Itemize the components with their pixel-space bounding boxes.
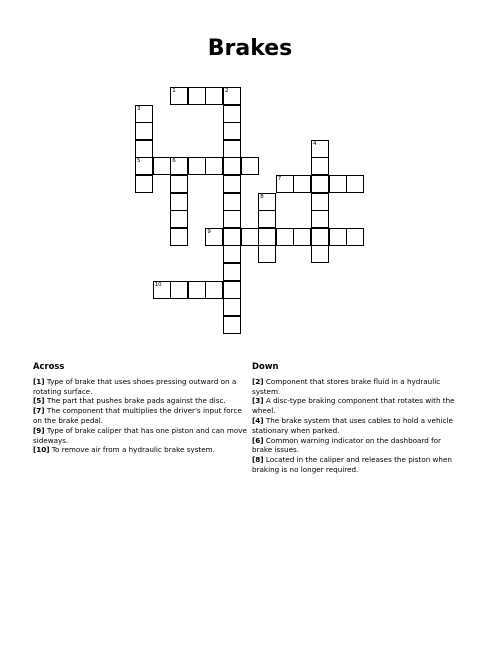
down-clue [252, 455, 457, 475]
across-clue [33, 377, 248, 397]
grid-cell[interactable] [170, 87, 188, 105]
grid-cell[interactable] [205, 87, 223, 105]
across-clue [33, 406, 248, 426]
grid-cell[interactable] [170, 193, 188, 211]
across-clue-text: The part that pushes brake pads against the disc. [44, 396, 226, 406]
grid-cell[interactable] [311, 175, 329, 193]
down-clue-number: [8] [252, 455, 264, 465]
grid-cell[interactable] [258, 210, 276, 228]
grid-cell[interactable] [223, 140, 241, 158]
across-clue [33, 396, 248, 406]
down-clues [252, 362, 457, 475]
grid-cell[interactable] [241, 157, 259, 175]
grid-cell[interactable] [188, 281, 206, 299]
across-clue-text: Type of brake that uses shoes pressing outward on a rotating surface. [33, 376, 237, 396]
grid-cell[interactable] [223, 281, 241, 299]
cell-number: 8 [260, 193, 264, 200]
grid-cell[interactable] [223, 175, 241, 193]
across-clue-text: The component that multiplies the driver's input force on the brake pedal. [33, 406, 242, 425]
across-clue-number: [7] [33, 406, 45, 416]
down-clue [252, 396, 457, 416]
grid-cell[interactable] [223, 245, 241, 263]
grid-cell[interactable] [170, 210, 188, 228]
grid-cell[interactable] [170, 228, 188, 246]
grid-cell[interactable] [135, 157, 153, 175]
cell-number: 7 [277, 176, 282, 182]
grid-cell[interactable] [153, 157, 171, 175]
grid-cell[interactable] [223, 298, 241, 316]
grid-cell[interactable] [258, 228, 276, 246]
across-clue-number: [10] [33, 445, 50, 455]
grid-cell[interactable] [329, 175, 347, 193]
grid-cell[interactable] [205, 281, 223, 299]
across-clue-number: [5] [33, 396, 45, 406]
down-list [252, 377, 457, 475]
grid-cell[interactable] [276, 228, 294, 246]
down-clue [252, 377, 457, 397]
across-clue [33, 426, 248, 446]
grid-cell[interactable] [311, 228, 329, 246]
grid-cell[interactable] [223, 157, 241, 175]
grid-cell[interactable] [258, 193, 276, 211]
grid-cell[interactable] [223, 263, 241, 281]
cell-number: 4 [313, 140, 317, 147]
grid-cell[interactable] [311, 157, 329, 175]
grid-cell[interactable] [170, 175, 188, 193]
puzzle-title: Brakes [207, 36, 293, 61]
across-clue-text: To remove air from a hydraulic brake system. [49, 445, 215, 455]
down-clue-number: [2] [252, 376, 264, 386]
down-clue-text: Common warning indicator on the dashboard for brake issues. [252, 435, 442, 455]
grid-cell[interactable] [170, 281, 188, 299]
grid-cell[interactable] [276, 175, 294, 193]
grid-cell[interactable] [135, 105, 153, 123]
down-clue-text: The brake system that uses cables to hold a vehicle stationary when parked. [252, 415, 453, 435]
grid-cell[interactable] [205, 228, 223, 246]
grid-cell[interactable] [241, 228, 259, 246]
down-clue [252, 416, 457, 436]
grid-cell[interactable] [258, 245, 276, 263]
down-clue-number: [4] [252, 415, 264, 425]
grid-cell[interactable] [346, 175, 364, 193]
cell-number: 1 [172, 88, 176, 94]
cell-number: 5 [137, 158, 141, 165]
across-clue-text: Type of brake caliper that has one piston and can move sideways. [33, 425, 247, 445]
cell-number: 2 [225, 88, 229, 94]
down-clue-text: Component that stores brake fluid in a hydraulic system. [252, 376, 441, 396]
grid-cell[interactable] [153, 281, 171, 299]
grid-cell[interactable] [293, 228, 311, 246]
grid-cell[interactable] [188, 157, 206, 175]
grid-cell[interactable] [293, 175, 311, 193]
across-clue-number: [1] [33, 376, 45, 386]
grid-cell[interactable] [311, 193, 329, 211]
grid-cell[interactable] [135, 175, 153, 193]
cell-number: 10 [154, 281, 162, 288]
grid-cell[interactable] [170, 157, 188, 175]
cell-number: 3 [137, 105, 141, 112]
grid-cell[interactable] [205, 157, 223, 175]
across-list [33, 377, 248, 455]
grid-cell[interactable] [329, 228, 347, 246]
grid-cell[interactable] [188, 87, 206, 105]
grid-cell[interactable] [223, 105, 241, 123]
across-clues [33, 362, 248, 455]
grid-cell[interactable] [311, 210, 329, 228]
grid-cell[interactable] [223, 193, 241, 211]
cell-number: 6 [172, 158, 176, 165]
grid-cell[interactable] [346, 228, 364, 246]
grid-cell[interactable] [223, 87, 241, 105]
across-clue [33, 445, 248, 455]
down-clue-text: Located in the caliper and releases the piston when braking is no longer required. [252, 455, 452, 474]
down-clue-text: A disc-type braking component that rotates with the wheel. [252, 396, 455, 416]
grid-cell[interactable] [223, 210, 241, 228]
grid-cell[interactable] [311, 140, 329, 158]
grid-cell[interactable] [135, 122, 153, 140]
down-heading: Down [252, 361, 279, 371]
across-heading: Across [33, 361, 65, 371]
down-clue [252, 436, 457, 456]
cell-number: 9 [207, 228, 211, 235]
grid-cell[interactable] [223, 122, 241, 140]
grid-cell[interactable] [223, 228, 241, 246]
down-clue-number: [6] [252, 435, 264, 445]
down-clue-number: [3] [252, 396, 264, 406]
across-clue-number: [9] [33, 425, 45, 435]
grid-cell[interactable] [135, 140, 153, 158]
grid-cell[interactable] [311, 245, 329, 263]
grid-cell[interactable] [223, 316, 241, 334]
